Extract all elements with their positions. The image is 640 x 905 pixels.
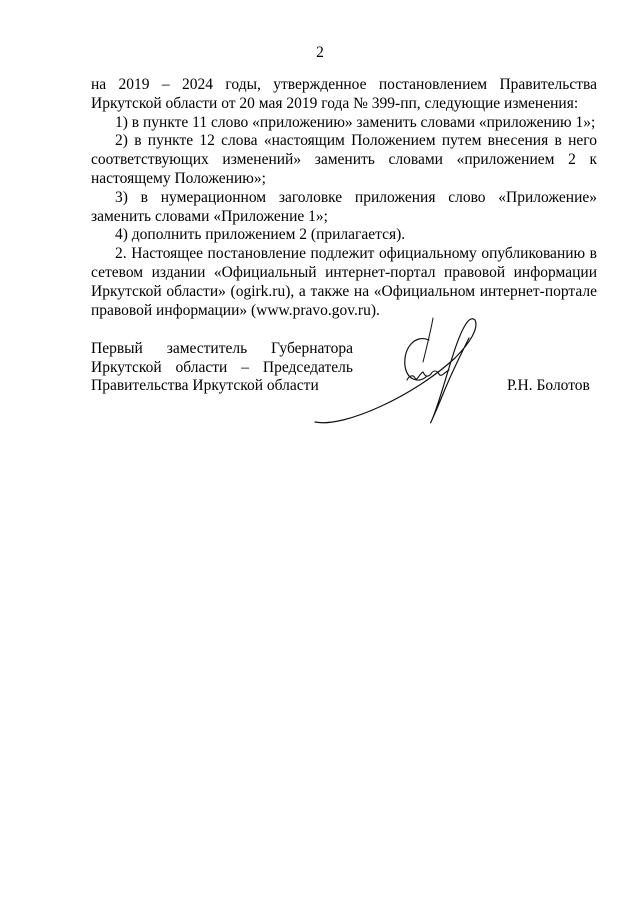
paragraph-publication: 2. Настоящее постановление подлежит официальному опубликованию в сетевом издании «Официальный интернет-портал правовой информации Иркутской области» (ogirk.ru), а также на «Официальном интернет-портале правовой информации» (www.pravo.gov.ru). (91, 245, 597, 319)
paragraph-item-1: 1) в пункте 11 слово «приложению» заменить словами «приложению 1»; (115, 113, 596, 131)
paragraph-item-4: 4) дополнить приложением 2 (прилагается). (115, 226, 406, 244)
signatory-title-line-1: Первый заместитель Губернатора (91, 340, 353, 357)
paragraph-item-2: 2) в пункте 12 слова «настоящим Положением путем внесения в него соответствующих изменений» заменить словами «приложением 2 к настоящему Положению»; (91, 132, 597, 187)
paragraph-item-3: 3) в нумерационном заголовке приложения слово «Приложение» заменить словами «Приложение 1»; (91, 188, 597, 225)
document-body (91, 76, 597, 320)
signatory-title-line-3: Правительства Иркутской области (91, 377, 319, 395)
handwritten-signature (305, 310, 505, 430)
signatory-name: Р.Н. Болотов (507, 377, 590, 394)
page-number: 2 (316, 44, 324, 61)
signatory-title-line-2: Иркутской области – Председатель (91, 358, 353, 376)
paragraph-intro: на 2019 – 2024 годы, утвержденное постановлением Правительства Иркутской области от 20 мая 2019 года № 399-пп, следующие изменения: (91, 76, 597, 112)
